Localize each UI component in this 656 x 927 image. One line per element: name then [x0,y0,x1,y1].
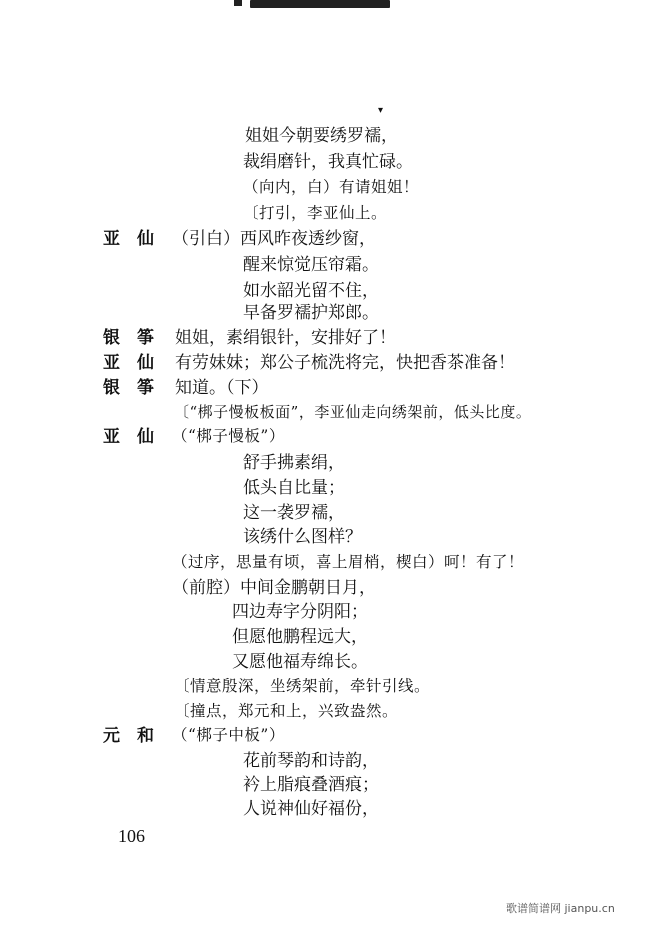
speaker-label: 银 筝 [103,378,154,398]
text-line: 四边寿字分阴阳； [232,602,368,622]
text-line: （引白）西风昨夜透纱窗， [172,229,376,249]
text-line: 如水韶光留不住， [243,281,379,301]
text-line: 低头自比量； [243,478,345,498]
stage-direction: （过序，思量有顷，喜上眉梢，楔白）呵！有了！ [172,553,525,571]
text-line: 舒手拂素绢， [243,453,345,473]
text-line: 知道。（下） [175,378,269,398]
stage-direction: （向内，白）有请姐姐！ [243,178,420,196]
speaker-label: 亚 仙 [103,353,154,373]
site-watermark: 歌谱简谱网 jianpu.cn [506,902,615,915]
speaker-label: 银 筝 [103,328,154,348]
text-line: 有劳妹妹；郑公子梳洗将完，快把香茶准备！ [175,353,515,373]
text-line: 又愿他福寿绵长。 [232,652,368,672]
text-line: 裁绢磨针，我真忙碌。 [243,152,413,172]
text-line: 衿上脂痕叠酒痕； [243,775,379,795]
tune-label: （“梆子慢板”） [172,427,285,445]
speaker-label: 亚 仙 [103,427,154,447]
text-line: 这一袭罗襦， [243,503,345,523]
speaker-label: 亚 仙 [103,229,154,249]
tune-label: （“梆子中板”） [172,726,285,744]
text-line: 但愿他鹏程远大， [232,627,368,647]
stage-direction: 〔撞点，郑元和上，兴致盎然。 [174,702,399,720]
speaker-label: 元 和 [103,726,154,746]
text-line: 姐姐，素绢银针，安排好了！ [175,328,396,348]
text-line: 人说神仙好福份， [243,799,379,819]
text-line: 早备罗襦护郑郎。 [243,303,379,323]
page-number: 106 [118,826,145,846]
small-mark-icon: ▾ [378,105,384,116]
text-line: 姐姐今朝要绣罗襦， [245,126,398,146]
stage-direction: 〔“梆子慢板板面”，李亚仙走向绣架前，低头比度。 [174,403,532,421]
stage-direction: 〔情意殷深，坐绣架前，牵针引线。 [174,677,431,695]
text-line: 该绣什么图样？ [243,527,362,547]
stage-direction: 〔打引，李亚仙上。 [243,204,388,222]
text-line: 醒来惊觉压帘霜。 [243,255,379,275]
text-line: （前腔）中间金鹏朝日月， [172,578,376,598]
top-edge-mark [250,0,390,8]
text-line: 花前琴韵和诗韵， [243,751,379,771]
